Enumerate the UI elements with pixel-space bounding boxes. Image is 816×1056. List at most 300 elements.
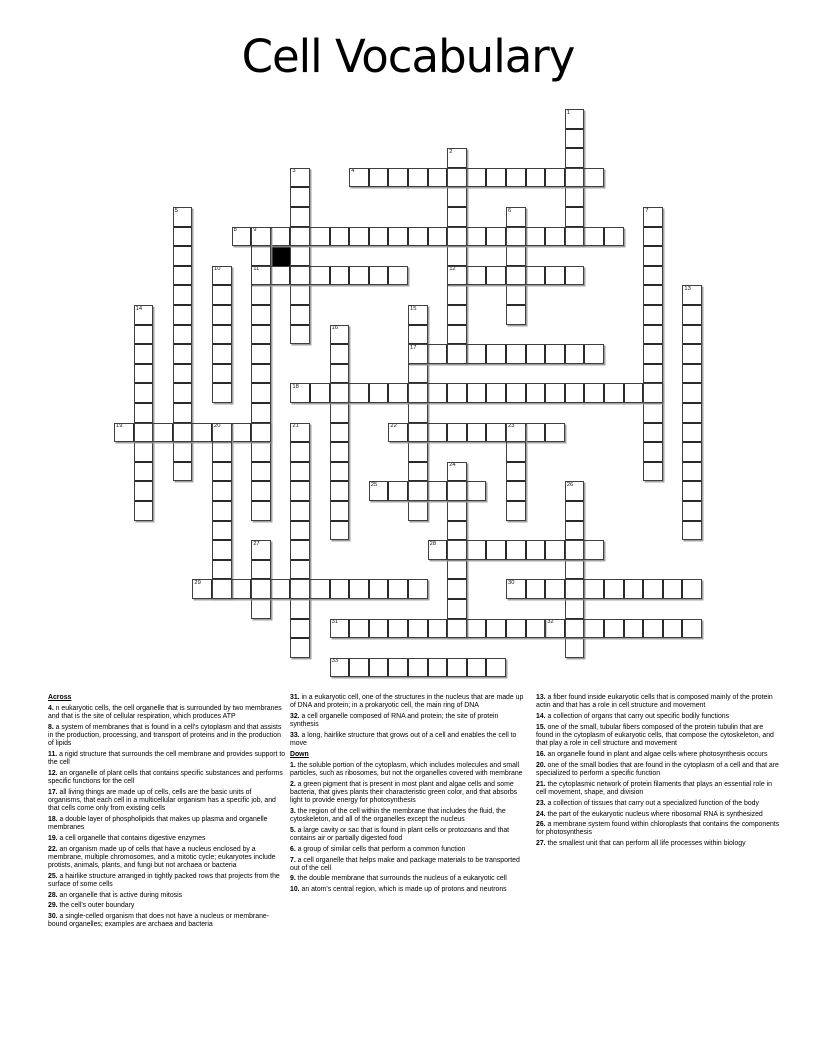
grid-cell[interactable]	[663, 619, 683, 639]
grid-cell[interactable]	[369, 619, 389, 639]
grid-cell[interactable]	[330, 619, 350, 639]
grid-cell[interactable]	[506, 285, 526, 305]
grid-cell[interactable]	[526, 344, 546, 364]
grid-cell[interactable]	[369, 266, 389, 286]
grid-cell[interactable]	[271, 227, 291, 247]
grid-cell[interactable]	[330, 501, 350, 521]
grid-cell[interactable]	[428, 344, 448, 364]
grid-cell[interactable]	[290, 579, 310, 599]
grid-cell[interactable]	[290, 266, 310, 286]
grid-cell[interactable]	[506, 246, 526, 266]
grid-cell[interactable]	[349, 168, 369, 188]
grid-cell[interactable]	[212, 462, 232, 482]
grid-cell[interactable]	[251, 540, 271, 560]
grid-cell[interactable]	[173, 207, 193, 227]
grid-cell[interactable]	[486, 266, 506, 286]
grid-cell[interactable]	[447, 462, 467, 482]
grid-cell[interactable]	[682, 344, 702, 364]
grid-cell[interactable]	[545, 423, 565, 443]
grid-cell[interactable]	[330, 481, 350, 501]
grid-cell[interactable]	[290, 423, 310, 443]
grid-cell[interactable]	[349, 658, 369, 678]
grid-cell[interactable]	[173, 383, 193, 403]
grid-cell[interactable]	[408, 383, 428, 403]
grid-cell[interactable]	[467, 658, 487, 678]
grid-cell[interactable]	[349, 383, 369, 403]
grid-cell[interactable]	[447, 246, 467, 266]
grid-cell[interactable]	[173, 325, 193, 345]
grid-cell[interactable]	[330, 403, 350, 423]
grid-cell[interactable]	[447, 599, 467, 619]
grid-cell[interactable]	[173, 364, 193, 384]
grid-cell[interactable]	[584, 168, 604, 188]
grid-cell[interactable]	[232, 227, 252, 247]
grid-cell[interactable]	[408, 579, 428, 599]
grid-cell[interactable]	[447, 501, 467, 521]
grid-cell[interactable]	[388, 619, 408, 639]
grid-cell[interactable]	[251, 227, 271, 247]
grid-cell[interactable]	[643, 423, 663, 443]
grid-cell[interactable]	[251, 423, 271, 443]
grid-cell[interactable]	[134, 403, 154, 423]
grid-cell[interactable]	[643, 462, 663, 482]
grid-cell[interactable]	[428, 619, 448, 639]
grid-cell[interactable]	[447, 481, 467, 501]
grid-cell[interactable]	[682, 364, 702, 384]
grid-cell[interactable]	[134, 364, 154, 384]
grid-cell[interactable]	[330, 266, 350, 286]
grid-cell[interactable]	[173, 266, 193, 286]
grid-cell[interactable]	[290, 285, 310, 305]
grid-cell[interactable]	[251, 560, 271, 580]
grid-cell[interactable]	[330, 227, 350, 247]
grid-cell[interactable]	[310, 383, 330, 403]
grid-cell[interactable]	[565, 109, 585, 129]
grid-cell[interactable]	[330, 658, 350, 678]
grid-cell[interactable]	[584, 344, 604, 364]
grid-cell[interactable]	[682, 501, 702, 521]
grid-cell[interactable]	[290, 462, 310, 482]
grid-cell[interactable]	[486, 344, 506, 364]
grid-cell[interactable]	[134, 462, 154, 482]
grid-cell[interactable]	[212, 442, 232, 462]
grid-cell[interactable]	[408, 481, 428, 501]
grid-cell[interactable]	[134, 383, 154, 403]
grid-cell[interactable]	[506, 305, 526, 325]
grid-cell[interactable]	[545, 619, 565, 639]
grid-cell[interactable]	[682, 423, 702, 443]
grid-cell[interactable]	[290, 638, 310, 658]
grid-cell[interactable]	[330, 462, 350, 482]
grid-cell[interactable]	[506, 579, 526, 599]
grid-cell[interactable]	[565, 129, 585, 149]
grid-cell[interactable]	[604, 227, 624, 247]
grid-cell[interactable]	[624, 383, 644, 403]
grid-cell[interactable]	[545, 168, 565, 188]
grid-cell[interactable]	[251, 462, 271, 482]
grid-cell[interactable]	[369, 168, 389, 188]
grid-cell[interactable]	[604, 619, 624, 639]
grid-cell[interactable]	[173, 403, 193, 423]
grid-cell[interactable]	[330, 442, 350, 462]
grid-cell[interactable]	[192, 423, 212, 443]
grid-cell[interactable]	[408, 305, 428, 325]
grid-cell[interactable]	[565, 521, 585, 541]
grid-cell[interactable]	[643, 403, 663, 423]
grid-cell[interactable]	[114, 423, 134, 443]
grid-cell[interactable]	[290, 619, 310, 639]
grid-cell[interactable]	[251, 285, 271, 305]
grid-cell[interactable]	[290, 560, 310, 580]
grid-cell[interactable]	[290, 207, 310, 227]
grid-cell[interactable]	[565, 187, 585, 207]
grid-cell[interactable]	[526, 540, 546, 560]
grid-cell[interactable]	[467, 383, 487, 403]
grid-cell[interactable]	[290, 481, 310, 501]
grid-cell[interactable]	[643, 619, 663, 639]
grid-cell[interactable]	[565, 579, 585, 599]
grid-cell[interactable]	[565, 619, 585, 639]
grid-cell[interactable]	[447, 344, 467, 364]
grid-cell[interactable]	[408, 168, 428, 188]
grid-cell[interactable]	[643, 344, 663, 364]
grid-cell[interactable]	[408, 462, 428, 482]
grid-cell[interactable]	[565, 383, 585, 403]
grid-cell[interactable]	[643, 579, 663, 599]
grid-cell[interactable]	[447, 325, 467, 345]
grid-cell[interactable]	[369, 579, 389, 599]
grid-cell[interactable]	[271, 266, 291, 286]
grid-cell[interactable]	[428, 658, 448, 678]
grid-cell[interactable]	[369, 481, 389, 501]
grid-cell[interactable]	[212, 560, 232, 580]
grid-cell[interactable]	[584, 579, 604, 599]
grid-cell[interactable]	[330, 325, 350, 345]
grid-cell[interactable]	[447, 168, 467, 188]
grid-cell[interactable]	[290, 442, 310, 462]
grid-cell[interactable]	[506, 383, 526, 403]
grid-cell[interactable]	[388, 227, 408, 247]
grid-cell[interactable]	[565, 207, 585, 227]
grid-cell[interactable]	[565, 540, 585, 560]
grid-cell[interactable]	[486, 423, 506, 443]
grid-cell[interactable]	[506, 344, 526, 364]
grid-cell[interactable]	[330, 383, 350, 403]
grid-cell[interactable]	[526, 227, 546, 247]
grid-cell[interactable]	[506, 227, 526, 247]
grid-cell[interactable]	[486, 658, 506, 678]
grid-cell[interactable]	[604, 383, 624, 403]
grid-cell[interactable]	[408, 619, 428, 639]
grid-cell[interactable]	[251, 364, 271, 384]
grid-cell[interactable]	[643, 246, 663, 266]
grid-cell[interactable]	[251, 344, 271, 364]
grid-cell[interactable]	[604, 579, 624, 599]
grid-cell[interactable]	[173, 227, 193, 247]
grid-cell[interactable]	[330, 344, 350, 364]
grid-cell[interactable]	[506, 266, 526, 286]
grid-cell[interactable]	[212, 285, 232, 305]
grid-cell[interactable]	[134, 442, 154, 462]
grid-cell[interactable]	[565, 266, 585, 286]
grid-cell[interactable]	[584, 540, 604, 560]
grid-cell[interactable]	[643, 364, 663, 384]
grid-cell[interactable]	[408, 442, 428, 462]
grid-cell[interactable]	[565, 599, 585, 619]
grid-cell[interactable]	[408, 658, 428, 678]
grid-cell[interactable]	[643, 325, 663, 345]
grid-cell[interactable]	[251, 442, 271, 462]
grid-cell[interactable]	[290, 540, 310, 560]
grid-cell[interactable]	[408, 227, 428, 247]
grid-cell[interactable]	[232, 423, 252, 443]
grid-cell[interactable]	[290, 325, 310, 345]
grid-cell[interactable]	[526, 619, 546, 639]
grid-cell[interactable]	[447, 540, 467, 560]
grid-cell[interactable]	[467, 619, 487, 639]
grid-cell[interactable]	[212, 540, 232, 560]
grid-cell[interactable]	[388, 658, 408, 678]
grid-cell[interactable]	[447, 285, 467, 305]
grid-cell[interactable]	[290, 305, 310, 325]
grid-cell[interactable]	[134, 325, 154, 345]
grid-cell[interactable]	[682, 403, 702, 423]
grid-cell[interactable]	[310, 579, 330, 599]
grid-cell[interactable]	[643, 383, 663, 403]
grid-cell[interactable]	[467, 540, 487, 560]
grid-cell[interactable]	[212, 364, 232, 384]
grid-cell[interactable]	[663, 579, 683, 599]
grid-cell[interactable]	[643, 207, 663, 227]
grid-cell[interactable]	[486, 168, 506, 188]
grid-cell[interactable]	[506, 442, 526, 462]
grid-cell[interactable]	[173, 305, 193, 325]
grid-cell[interactable]	[310, 227, 330, 247]
grid-cell[interactable]	[134, 344, 154, 364]
grid-cell[interactable]	[251, 599, 271, 619]
grid-cell[interactable]	[565, 638, 585, 658]
grid-cell[interactable]	[682, 305, 702, 325]
grid-cell[interactable]	[212, 266, 232, 286]
grid-cell[interactable]	[682, 383, 702, 403]
grid-cell[interactable]	[643, 285, 663, 305]
grid-cell[interactable]	[506, 481, 526, 501]
grid-cell[interactable]	[330, 521, 350, 541]
grid-cell[interactable]	[290, 227, 310, 247]
grid-cell[interactable]	[506, 540, 526, 560]
grid-cell[interactable]	[565, 481, 585, 501]
grid-cell[interactable]	[447, 305, 467, 325]
grid-cell[interactable]	[212, 344, 232, 364]
grid-cell[interactable]	[212, 423, 232, 443]
grid-cell[interactable]	[388, 579, 408, 599]
grid-cell[interactable]	[271, 579, 291, 599]
grid-cell[interactable]	[330, 364, 350, 384]
grid-cell[interactable]	[173, 246, 193, 266]
grid-cell[interactable]	[565, 168, 585, 188]
grid-cell[interactable]	[251, 305, 271, 325]
grid-cell[interactable]	[467, 227, 487, 247]
grid-cell[interactable]	[486, 227, 506, 247]
grid-cell[interactable]	[290, 246, 310, 266]
grid-cell[interactable]	[349, 266, 369, 286]
grid-cell[interactable]	[447, 579, 467, 599]
grid-cell[interactable]	[212, 481, 232, 501]
grid-cell[interactable]	[192, 579, 212, 599]
grid-cell[interactable]	[251, 246, 271, 266]
grid-cell[interactable]	[428, 540, 448, 560]
grid-cell[interactable]	[682, 481, 702, 501]
grid-cell[interactable]	[506, 207, 526, 227]
grid-cell[interactable]	[526, 266, 546, 286]
grid-cell[interactable]	[251, 579, 271, 599]
grid-cell[interactable]	[290, 501, 310, 521]
grid-cell[interactable]	[290, 383, 310, 403]
grid-cell[interactable]	[232, 579, 252, 599]
grid-cell[interactable]	[330, 423, 350, 443]
grid-cell[interactable]	[349, 579, 369, 599]
grid-cell[interactable]	[447, 266, 467, 286]
grid-cell[interactable]	[428, 383, 448, 403]
grid-cell[interactable]	[565, 148, 585, 168]
grid-cell[interactable]	[486, 540, 506, 560]
grid-cell[interactable]	[134, 481, 154, 501]
grid-cell[interactable]	[251, 383, 271, 403]
grid-cell[interactable]	[408, 501, 428, 521]
grid-cell[interactable]	[251, 325, 271, 345]
grid-cell[interactable]	[682, 619, 702, 639]
grid-cell[interactable]	[349, 227, 369, 247]
grid-cell[interactable]	[388, 423, 408, 443]
grid-cell[interactable]	[565, 560, 585, 580]
grid-cell[interactable]	[212, 521, 232, 541]
grid-cell[interactable]	[545, 344, 565, 364]
grid-cell[interactable]	[388, 383, 408, 403]
grid-cell[interactable]	[643, 305, 663, 325]
grid-cell[interactable]	[251, 481, 271, 501]
grid-cell[interactable]	[643, 442, 663, 462]
grid-cell[interactable]	[447, 521, 467, 541]
grid-cell[interactable]	[447, 187, 467, 207]
grid-cell[interactable]	[467, 481, 487, 501]
grid-cell[interactable]	[467, 423, 487, 443]
grid-cell[interactable]	[682, 285, 702, 305]
grid-cell[interactable]	[447, 227, 467, 247]
grid-cell[interactable]	[212, 305, 232, 325]
grid-cell[interactable]	[408, 344, 428, 364]
grid-cell[interactable]	[134, 423, 154, 443]
grid-cell[interactable]	[526, 579, 546, 599]
grid-cell[interactable]	[545, 579, 565, 599]
grid-cell[interactable]	[408, 364, 428, 384]
grid-cell[interactable]	[467, 266, 487, 286]
grid-cell[interactable]	[486, 383, 506, 403]
grid-cell[interactable]	[506, 168, 526, 188]
grid-cell[interactable]	[173, 423, 193, 443]
grid-cell[interactable]	[428, 481, 448, 501]
grid-cell[interactable]	[290, 187, 310, 207]
grid-cell[interactable]	[624, 579, 644, 599]
grid-cell[interactable]	[584, 619, 604, 639]
grid-cell[interactable]	[153, 423, 173, 443]
grid-cell[interactable]	[447, 658, 467, 678]
grid-cell[interactable]	[682, 462, 702, 482]
grid-cell[interactable]	[408, 403, 428, 423]
grid-cell[interactable]	[330, 579, 350, 599]
grid-cell[interactable]	[526, 168, 546, 188]
grid-cell[interactable]	[408, 325, 428, 345]
grid-cell[interactable]	[369, 383, 389, 403]
grid-cell[interactable]	[369, 658, 389, 678]
grid-cell[interactable]	[624, 619, 644, 639]
grid-cell[interactable]	[388, 168, 408, 188]
grid-cell[interactable]	[173, 462, 193, 482]
grid-cell[interactable]	[545, 227, 565, 247]
grid-cell[interactable]	[212, 325, 232, 345]
grid-cell[interactable]	[643, 227, 663, 247]
grid-cell[interactable]	[212, 501, 232, 521]
grid-cell[interactable]	[447, 619, 467, 639]
grid-cell[interactable]	[545, 266, 565, 286]
grid-cell[interactable]	[584, 383, 604, 403]
grid-cell[interactable]	[428, 227, 448, 247]
grid-cell[interactable]	[388, 481, 408, 501]
grid-cell[interactable]	[251, 266, 271, 286]
grid-cell[interactable]	[682, 521, 702, 541]
grid-cell[interactable]	[506, 619, 526, 639]
grid-cell[interactable]	[526, 423, 546, 443]
grid-cell[interactable]	[486, 619, 506, 639]
grid-cell[interactable]	[565, 227, 585, 247]
grid-cell[interactable]	[565, 344, 585, 364]
grid-cell[interactable]	[682, 325, 702, 345]
grid-cell[interactable]	[584, 227, 604, 247]
grid-cell[interactable]	[134, 501, 154, 521]
grid-cell[interactable]	[173, 285, 193, 305]
grid-cell[interactable]	[682, 579, 702, 599]
grid-cell[interactable]	[310, 266, 330, 286]
grid-cell[interactable]	[428, 168, 448, 188]
grid-cell[interactable]	[682, 442, 702, 462]
grid-cell[interactable]	[290, 599, 310, 619]
grid-cell[interactable]	[134, 305, 154, 325]
grid-cell[interactable]	[447, 207, 467, 227]
grid-cell[interactable]	[565, 501, 585, 521]
grid-cell[interactable]	[290, 168, 310, 188]
grid-cell[interactable]	[349, 619, 369, 639]
grid-cell[interactable]	[290, 521, 310, 541]
grid-cell[interactable]	[447, 560, 467, 580]
grid-cell[interactable]	[545, 383, 565, 403]
grid-cell[interactable]	[506, 501, 526, 521]
grid-cell[interactable]	[428, 423, 448, 443]
grid-cell[interactable]	[467, 344, 487, 364]
grid-cell[interactable]	[506, 462, 526, 482]
grid-cell[interactable]	[251, 403, 271, 423]
grid-cell[interactable]	[526, 383, 546, 403]
grid-cell[interactable]	[212, 579, 232, 599]
grid-cell[interactable]	[467, 168, 487, 188]
grid-cell[interactable]	[369, 227, 389, 247]
grid-cell[interactable]	[251, 501, 271, 521]
grid-cell[interactable]	[545, 540, 565, 560]
grid-cell[interactable]	[212, 383, 232, 403]
grid-cell[interactable]	[447, 383, 467, 403]
grid-cell[interactable]	[173, 344, 193, 364]
grid-cell[interactable]	[447, 148, 467, 168]
grid-cell[interactable]	[447, 423, 467, 443]
grid-cell[interactable]	[173, 442, 193, 462]
